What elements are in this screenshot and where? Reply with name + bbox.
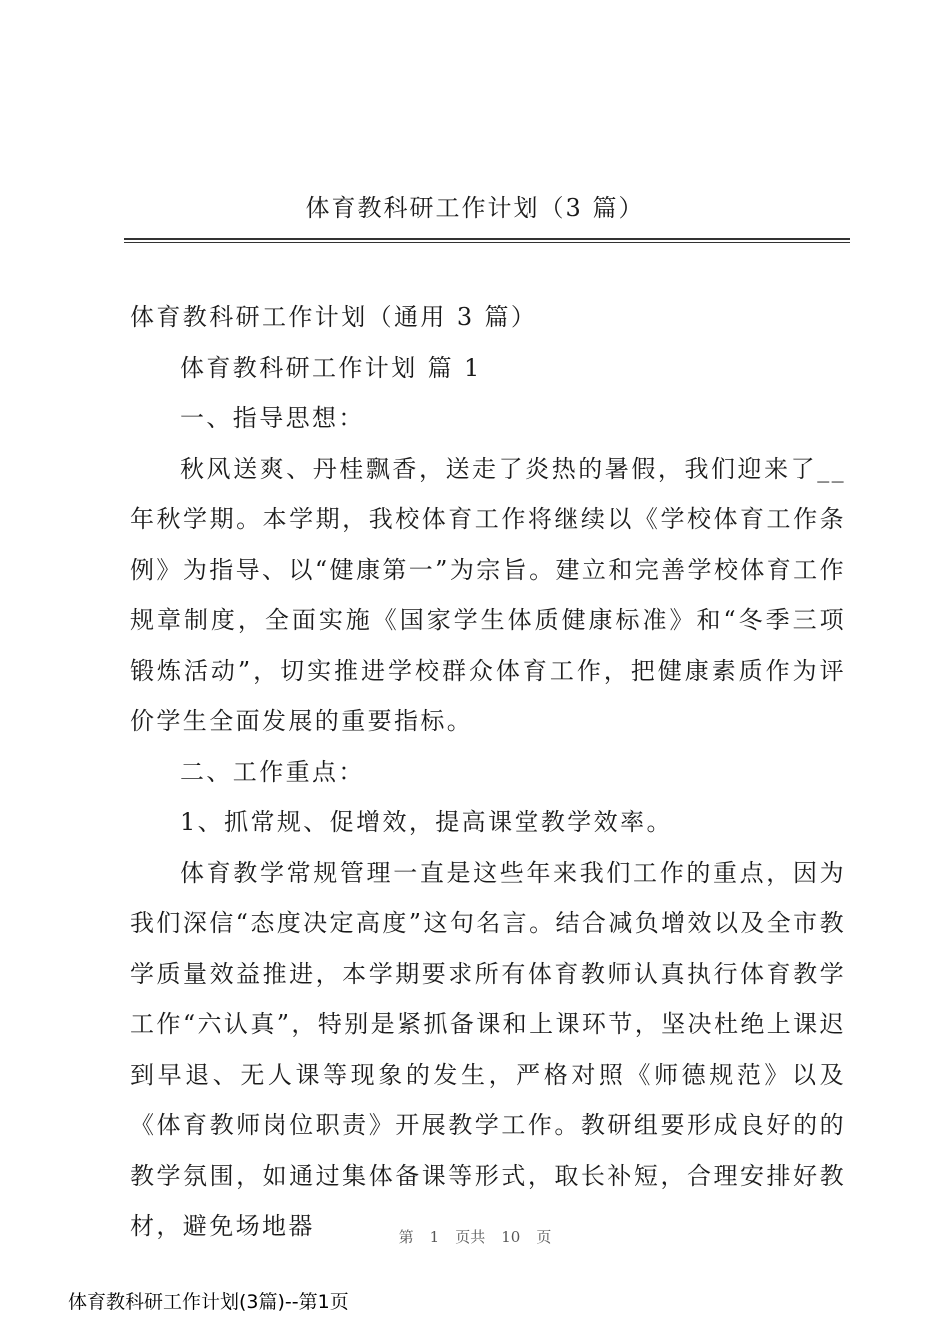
footer-word-di: 第 <box>398 1228 414 1246</box>
bottom-caption: 体育教科研工作计划(3篇)--第1页 <box>68 1291 349 1313</box>
footer-word-yegong: 页共 <box>455 1228 486 1246</box>
footer-total-pages: 10 <box>501 1228 521 1246</box>
page-number-footer <box>0 1226 950 1247</box>
document-subtitle: 体育教科研工作计划（通用 3 篇） <box>130 303 538 331</box>
heading-guiding-ideology: 一、指导思想： <box>180 404 365 432</box>
paragraph-routine: 体育教学常规管理一直是这些年来我们工作的重点，因为我们深信“态度决定高度”这句名言。结合减负增效以及全市教学质量效益推进，本学期要求所有体育教师认真执行体育教学工作“六认真”，特别是紧抓备课和上课环节，坚决杜绝上课迟到早退、无人课等现象的发生，严格对照《师德规范》以及《体育教师岗位职责》开展教学工作。教研组要形成良好的的教学氛围，如通过集体备课等形式，取长补短，合理安排好教材，避免场地器 <box>130 858 846 1240</box>
heading-work-focus: 二、工作重点： <box>180 757 365 786</box>
header-rule-thick <box>124 238 850 240</box>
paragraph-guiding-ideology: 秋风送爽、丹桂飘香，送走了炎热的暑假，我们迎来了__年秋学期。本学期，我校体育工作将继续以《学校体育工作条例》为指导、以“健康第一”为宗旨。建立和完善学校体育工作规章制度，全面实施《国家学生体质健康标准》和“冬季三项锻炼活动”，切实推进学校群众体育工作，把健康素质作为评价学生全面发展的重要指标。 <box>130 454 846 735</box>
document-body <box>130 292 846 1252</box>
header-rule-thin <box>124 242 850 243</box>
subheading-routine: 1、抓常规、促增效，提高课堂教学效率。 <box>180 808 673 836</box>
footer-current-page: 1 <box>429 1228 440 1246</box>
section-title: 体育教科研工作计划 篇 1 <box>180 353 482 382</box>
footer-word-ye: 页 <box>536 1228 552 1246</box>
document-header-title: 体育教科研工作计划（3 篇） <box>305 194 645 222</box>
